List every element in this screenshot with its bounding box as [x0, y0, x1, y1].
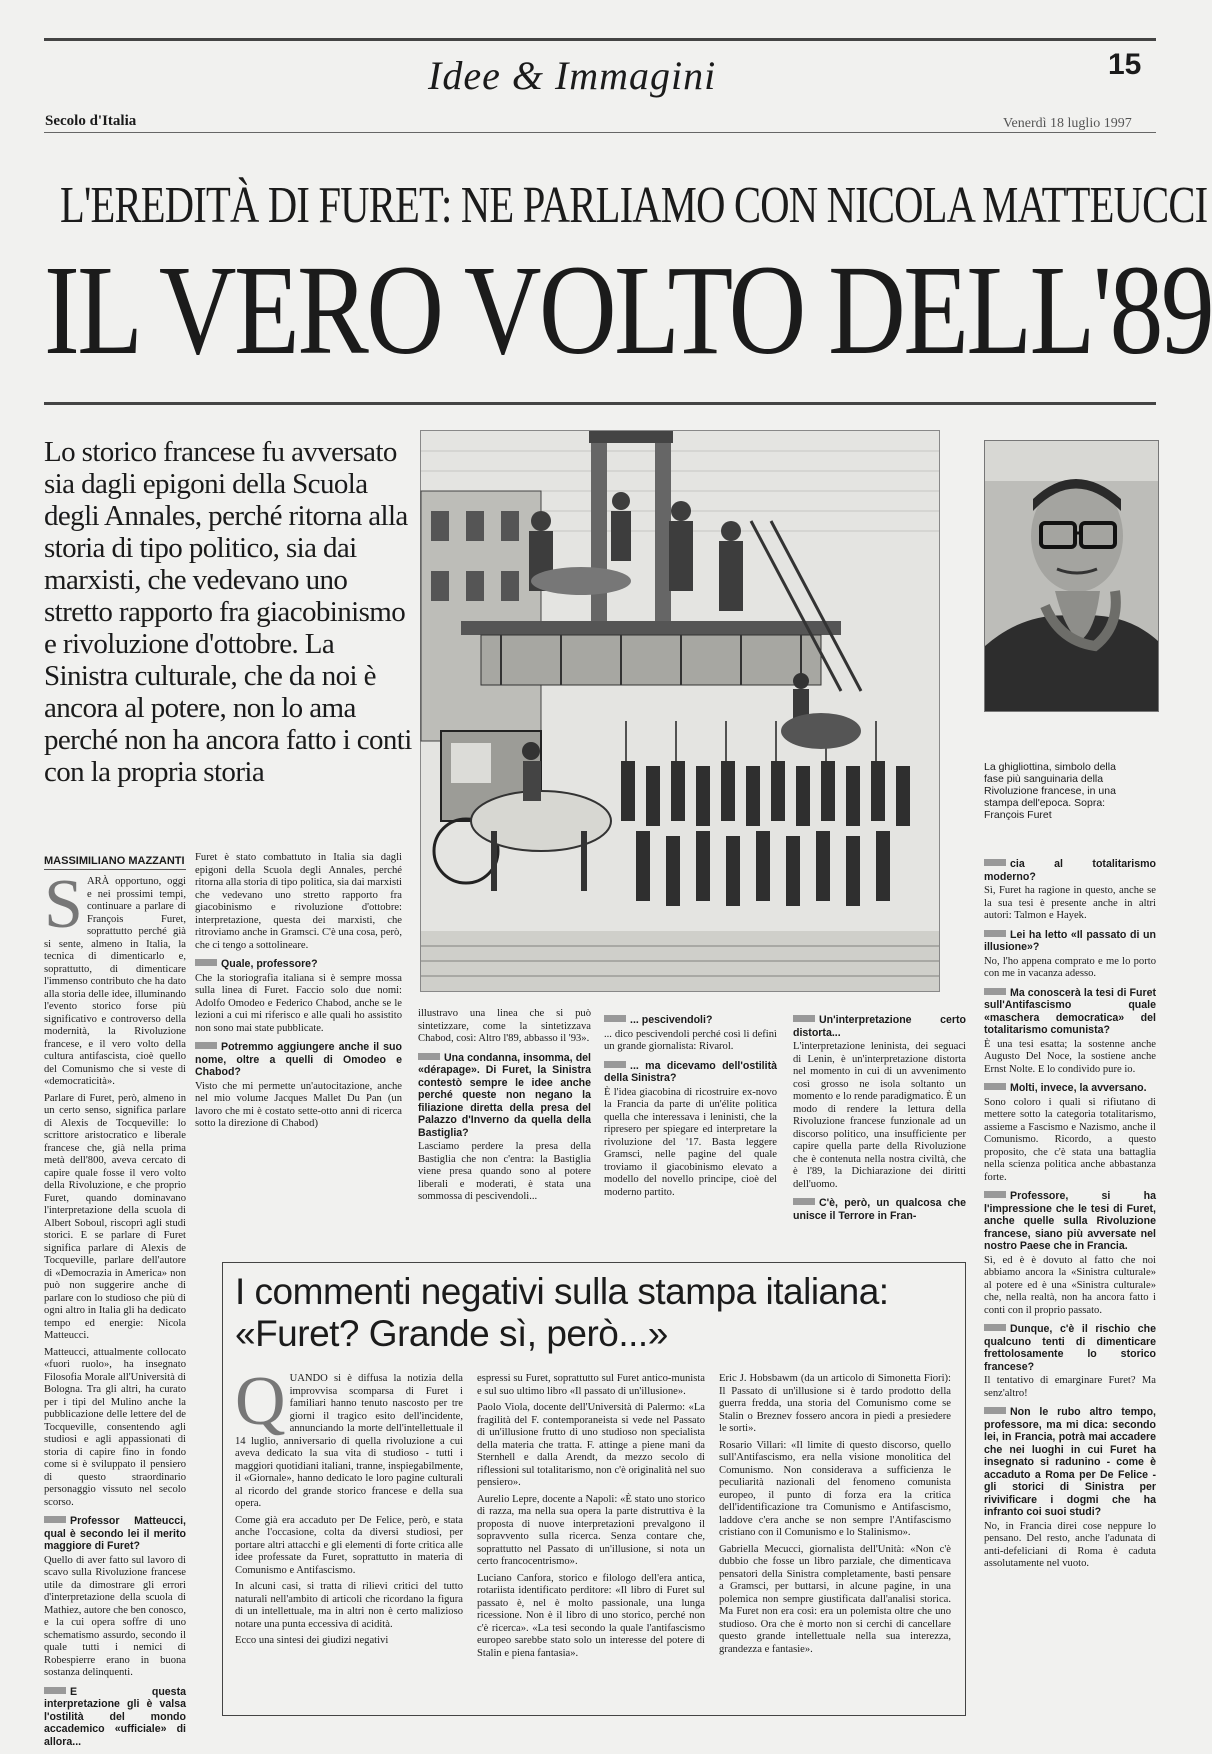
paragraph: In alcuni casi, si tratta di rilievi critici del tutto naturali nell'ambito di articoli che ricordano la figura di un intellettuale, ma in altri non è certo malizioso notare una punta eccessiva di acidità.: [235, 1581, 463, 1630]
paragraph: Che la storiografia italiana si è sempre mossa sulla linea di Furet. Faccio solo due nomi: Adolfo Omodeo e Federico Chabod, anche se le lezioni a cui mi riferisco e alle quali ho assistito non sono mai state pubblicate.: [195, 972, 402, 1034]
masthead-top-rule: [44, 38, 1156, 41]
interview-question: Dunque, c'è il rischio che qualcuno tenti di dimenticare frettolosamente lo storico francese?: [984, 1323, 1156, 1373]
paragraph: Sì, ed è è dovuto al fatto che noi abbiamo ancora la «Sinistra culturale» al potere ed è una «Sinistra culturale» che, nella realtà, non ha ancora fatto i conti con il proprio passato.: [984, 1254, 1156, 1316]
article-kicker: L'EREDITÀ DI FURET: NE PARLIAMO CON NICOLA MATTEUCCI: [60, 177, 1208, 234]
paragraph: ARÀ opportuno, oggi e nei prossimi tempi, continuare a parlare di François Furet, soprattutto perché già si sente, almeno in Italia, la tecnica di dimenticarlo e, soprattutto, di dimenticare l'immenso contributo che ha dato alla storia delle idee, illuminando l'evento storico forse più significativo e controverso della modernità, la Rivoluzione francese, e il vero volto della cultura antifascista, cioè quello del Comunismo che si veste di «democraticità».: [44, 876, 186, 1087]
article-column-2: [195, 852, 402, 1247]
interview-question: Una condanna, insomma, del «dérapage». Di Furet, la Sinistra contestò sempre le idee anche perché queste non negano la filiazione diretta della presa del Palazzo d'Inverno da quella della Bastiglia?: [418, 1051, 591, 1139]
interview-question: Quale, professore?: [195, 958, 402, 971]
furet-portrait-icon: [985, 441, 1158, 711]
issue-date: Venerdì 18 luglio 1997: [1003, 116, 1132, 131]
paragraph: ... dico pescivendoli perché così li definì un grande giornalista: Rivarol.: [604, 1028, 777, 1052]
paragraph: espressi su Furet, soprattutto sul Furet antico-munista e sul suo ultimo libro «Il passato di un'illusione».: [477, 1373, 705, 1397]
paragraph: Lasciamo perdere la presa della Bastiglia che non c'entra: la Bastiglia viene presa quando sono al potere liberali e moderati, è stata una sommossa di pescivendoli...: [418, 1141, 591, 1202]
interview-question: ... ma dicevamo dell'ostilità della Sinistra?: [604, 1059, 777, 1084]
interview-question: E questa interpretazione gli è valsa l'ostilità del mondo accademico «ufficiale» di allora...: [44, 1685, 186, 1748]
photo-caption: La ghigliottina, simbolo della fase più sanguinaria della Rivoluzione francese, in una stampa dell'epoca. Sopra: François Furet: [984, 761, 1116, 821]
sidebar-column-1: [235, 1363, 464, 1703]
interview-question: C'è, però, un qualcosa che unisce il Terrore in Fran-: [793, 1197, 966, 1222]
sidebar-headline: I commenti negativi sulla stampa italiana: «Furet? Grande sì, però...»: [235, 1271, 889, 1354]
paragraph: Furet è stato combattuto in Italia sia dagli epigoni della Scuola degli Annales, perché ritorna alla storia di tipo politica, sia dai marxisti che vedevano uno stretto rapporto fra giacobinismo e rivoluzione d'ottobre: interpretazione, questa dei marxisti, che ritroviamo anche in Gramsci. C'è una cosa, però, che ci tengo a sottolineare.: [195, 852, 402, 951]
sidebar-column-3: [719, 1373, 951, 1703]
interview-question: Potremmo aggiungere anche il suo nome, oltre a quelli di Omodeo e Chabod?: [195, 1041, 402, 1078]
paragraph: Visto che mi permette un'autocitazione, anche nel mio volume Jacques Mallet Du Pan (un lavoro che mi è costato sette-otto anni di ricerca sotto la direzione di Chabod): [195, 1080, 402, 1129]
interview-question: Ma conoscerà la tesi di Furet sull'Antifascismo quale «maschera democratica» del totalitarismo comunista?: [984, 986, 1156, 1036]
interview-question: cia al totalitarismo moderno?: [984, 858, 1156, 883]
article-column-5: [793, 1008, 966, 1248]
guillotine-engraving-image: [420, 430, 940, 992]
interview-question: Professore, si ha l'impressione che le tesi di Furet, anche quelle sulla Rivoluzione francese, siano più avversate nel nostro Paese che in Francia.: [984, 1190, 1156, 1252]
paragraph: Matteucci, attualmente collocato «fuori ruolo», ha insegnato Filosofia Morale all'Università di Bologna. Tra gli altri, ha curato per i tipi del Mulino anche la pubblicazione delle lettere del de Tocqueville, consentendo agli studiosi e agli appassionati di storia di capire fino in fondo come si è sviluppato il pensiero di questo straordinario personaggio vissuto nel secolo scorso.: [44, 1346, 186, 1508]
paragraph: È una tesi esatta; la sostenne anche Augusto Del Noce, la sostiene anche Ernst Nolte. E lo condivido pure io.: [984, 1038, 1156, 1075]
headline-rule: [44, 402, 1156, 405]
interview-question: Non le rubo altro tempo, professore, ma mi dica: secondo lei, in Francia, potrà mai accadere che nei luoghi in cui Furet ha insegnato si radunino - come è accaduto a Roma per De Felice - gli storici di Sinistra per rivivificare i dogmi che ha infranto coi suoi studi?: [984, 1406, 1156, 1518]
paragraph: Sono coloro i quali si rifiutano di mettere sotto la categoria totalitarismo, assieme a Fascismo e Nazismo, anche il Comunismo. Ricordo, a questo proposito, che c'è stata una battaglia nella scienza politica anche abbastanza forte.: [984, 1096, 1156, 1183]
paragraph: illustravo una linea che si può sintetizzare, come la sintetizzava Chabod, così: Altro l'89, abbasso il '93».: [418, 1008, 591, 1044]
paragraph: Aurelio Lepre, docente a Napoli: «È stato uno storico di razza, ma nella sua opera la parte distruttiva è la proposta di nuove interpretazioni prevalgono il sopravvento sulla ricerca. Senza contare che, soprattutto nel Passato di un'illusione, si nota un certo francocentrismo».: [477, 1493, 705, 1567]
paragraph: No, in Francia direi cose neppure lo pensano. Del resto, anche l'adunata di anti-defeliciani di Roma è caduta assolutamente nel vuoto.: [984, 1520, 1156, 1569]
paragraph: Ecco una sintesi dei giudizi negativi: [235, 1635, 389, 1646]
paragraph: Parlare di Furet, però, almeno in un certo senso, significa parlare di Alexis de Tocqueville: lo scrittore aristocratico e liberale francese che, già nella prima metà dell'800, aveva cercato di capire quale fosse il vero volto della Rivoluzione, e che proprio Furet, quando dominavano l'interpretazione della scuola di Albert Soboul, riscoprì agli studi storici. E se parlare di Furet significa parlare di Alexis de Tocqueville, parlare dell'autore di «Democrazia in America» non può non suggerire anche di parlare con lo studioso che più di ogni altro in Italia gli ha dedicato tempo ed energie: Nicola Matteucci.: [44, 1092, 186, 1341]
paragraph: Sì, Furet ha ragione in questo, anche se la sua tesi è presente anche in altri autori: Talmon e Hayek.: [984, 885, 1156, 921]
page-number: 15: [1108, 48, 1142, 81]
paragraph: L'interpretazione leninista, dei seguaci di Lenin, è un'interpretazione distorta nel momento in cui di un avvenimento così grosso ne isola soltanto un momento e lo rende paradigmatico. È un modo di rendere la lettura della Rivoluzione francese funzionale ad un discorso politico, una insufficiente per capire quella parte della Rivoluzione che è contenuta nella nostra civiltà, che è l'89, la Dichiarazione dei diritti dell'uomo.: [793, 1041, 966, 1190]
article-headline: IL VERO VOLTO DELL'89: [44, 239, 1212, 381]
newspaper-name: Secolo d'Italia: [45, 113, 137, 129]
dropcap-letter: Q: [235, 1363, 286, 1440]
paragraph: Il tentativo di emarginare Furet? Ma senz'altro!: [984, 1375, 1156, 1399]
masthead-bottom-rule: [44, 132, 1156, 133]
paragraph: Gabriella Mecucci, giornalista dell'Unità: «Non c'è dubbio che fosse un libro parziale, che dimenticava pensatori della Sinistra completamente, basti pensare a Gramsci, per buttarsi, in alcune pagine, in una polemica non sempre giustificata dall'analisi storica. Ma Furet non era così: era un polemista oltre che uno studioso. Ora che è morto non si cerchi di cancellare questo grande intellettuale nella sua interezza, grandezza e fantasie».: [719, 1543, 951, 1655]
paragraph: È l'idea giacobina di ricostruire ex-novo la Francia da parte di un'élite politica quella che interessava i leninisti, che la ripresero per spiegare ed interpretare la rivoluzione del '17. Basta leggere Gramsci, nelle pagine del quale troviamo il giacobinismo elevato a modello del novello principe, cioè del moderno partito.: [604, 1086, 777, 1198]
dropcap-letter: S: [44, 866, 83, 943]
paragraph: Come già era accaduto per De Felice, però, e stata anche l'occasione, colta da diversi studiosi, per portare altri attacchi e gli elementi di forte critica alle idee professate da Furet, soprattutto in materia di Comunismo e Antifascismo.: [235, 1514, 463, 1576]
section-title: Idee & Immagini: [428, 53, 717, 98]
guillotine-engraving-icon: [421, 431, 939, 991]
paragraph: Paolo Viola, docente dell'Università di Palermo: «La fragilità del F. contemporaneista si vede nel Passato di un'illusione frutto di uno studioso non specialista della materia che tratta. F. attinge a piene mani da Sternhell e dalla Arendt, da mezzo secolo di riflessioni sul totalitarismo, non c'è originalità nel suo pensiero».: [477, 1402, 705, 1488]
interview-question: Professor Matteucci, qual è secondo lei il merito maggiore di Furet?: [44, 1515, 186, 1552]
paragraph: UANDO si è diffusa la notizia della improvvisa scomparsa di Furet i familiari hanno tenuto nascosto per tre giorni il tragico esito dell'incidente, annunciando la morte dell'intellettuale il 14 luglio, anniversario di quella rivoluzione a cui aveva dedicato la sua vita di studioso - tutti i maggiori quotidiani italiani, tranne, inspiegabilmente, il «Giornale», hanno dedicato le loro pagine culturali al ricordo del grande storico francese e della sua opera.: [235, 1373, 464, 1509]
sidebar-box: [222, 1262, 966, 1716]
interview-question: Lei ha letto «Il passato di un illusione»?: [984, 928, 1156, 953]
interview-question: Molti, invece, la avversano.: [984, 1082, 1156, 1095]
paragraph: Luciano Canfora, storico e filologo dell'era antica, rotariista identificato perditore: «Il libro di Furet sul passato è, nel è molto passionale, una lunga ricessione. Non è il libro di uno storico, perché non c'è ricerca». «La tesi secondo la quale l'antifascismo europeo sarebbe stato solo un interesse del potere di Stalin e piena fantasia».: [477, 1572, 705, 1659]
article-standfirst: Lo storico francese fu avversato sia dagli epigoni della Scuola degli Annales, perché ritorna alla storia di tipo politico, sia dai marxisti, che vedevano uno stretto rapporto fra giacobinismo e rivoluzione d'ottobre. La Sinistra culturale, che da noi è ancora al potere, non lo ama perché non ha ancora fatto i conti con la propria storia: [44, 436, 412, 788]
paragraph: Eric J. Hobsbawm (da un articolo di Simonetta Fiori): Il Passato di un'illusione si è tardo prodotto della guerra fredda, una storia del Comunismo come se Stalin o Breznev fossero ancora in piedi a presiedere le sorti».: [719, 1373, 951, 1434]
interview-question: Un'interpretazione certo distorta...: [793, 1014, 966, 1039]
paragraph: Quello di aver fatto sul lavoro di scavo sulla Rivoluzione francese utile da dimostrare gli errori d'interpretazione della scuola di Mathiez, autore che ben conosco, e la cui opera soffre di uno schematismo assurdo, secondo il quale tutti i nemici di Robespierre erano in buona sostanza delinquenti.: [44, 1554, 186, 1678]
article-column-1: [44, 866, 186, 1748]
article-column-6: [984, 852, 1156, 1717]
furet-portrait-photo: [984, 440, 1159, 712]
article-column-4: [604, 1008, 777, 1248]
article-column-3: [418, 1008, 591, 1248]
author-byline: MASSIMILIANO MAZZANTI: [44, 855, 186, 870]
sidebar-column-2: [477, 1373, 705, 1703]
interview-question: ... pescivendoli?: [604, 1014, 777, 1027]
paragraph: No, l'ho appena comprato e me lo porto con me in vacanza adesso.: [984, 955, 1156, 979]
paragraph: Rosario Villari: «Il limite di questo discorso, quello sull'Antifascismo, era nella visione monolitica del Comunismo. Non considerava a sufficienza le peculiarità nazionali del fenomeno comunista europeo, il punto di forza era la critica dell'identificazione tra Comunismo e Antifascismo, laddove c'era anche se non sempre l'Antifascismo cristiano con il Comunismo e lo Stalinismo».: [719, 1439, 951, 1538]
